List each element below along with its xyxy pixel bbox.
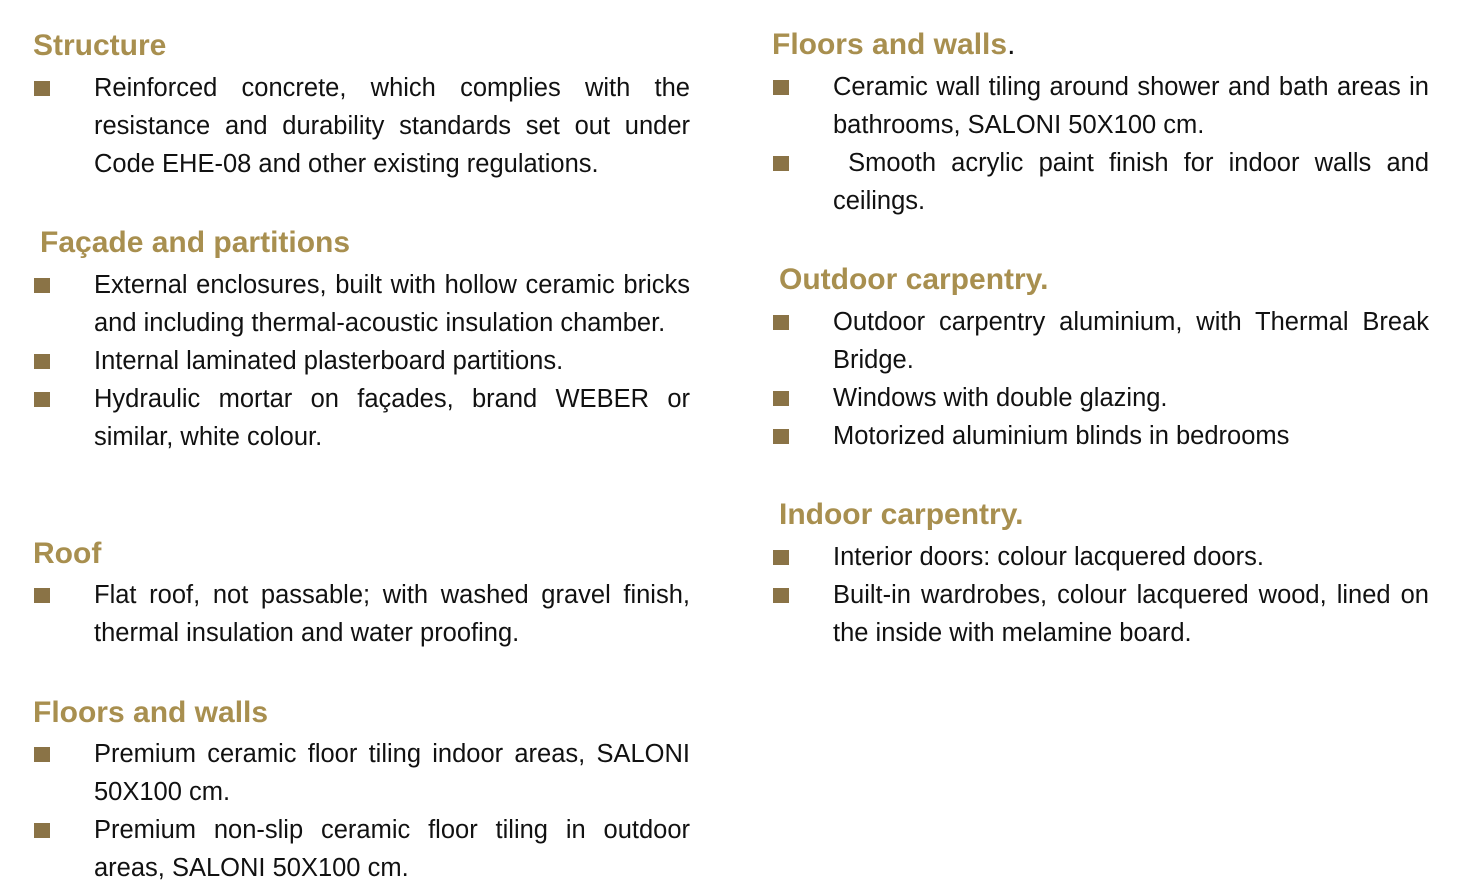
list-item: Premium non-slip ceramic floor tiling in outdoor areas, SALONI 50X100 cm. [33, 811, 690, 887]
outdoor-carpentry-list [772, 303, 1429, 455]
list-item: Premium ceramic floor tiling indoor areas, SALONI 50X100 cm. [33, 735, 690, 811]
square-bullet-icon [773, 315, 789, 330]
list-item: External enclosures, built with hollow ceramic bricks and including thermal-acoustic insulation chamber. [33, 266, 690, 342]
square-bullet-icon [773, 156, 789, 171]
list-item: Hydraulic mortar on façades, brand WEBER or similar, white colour. [33, 380, 690, 456]
floors-walls-list-right [772, 68, 1437, 220]
square-bullet-icon [34, 354, 50, 369]
facade-list [33, 266, 690, 456]
square-bullet-icon [773, 429, 789, 444]
list-item: Flat roof, not passable; with washed gravel finish, thermal insulation and water proofing. [33, 576, 690, 652]
list-item: Interior doors: colour lacquered doors. [772, 538, 1429, 576]
indoor-carpentry-heading: Indoor carpentry. [779, 498, 1024, 531]
list-item: Motorized aluminium blinds in bedrooms [772, 417, 1429, 455]
square-bullet-icon [773, 550, 789, 565]
roof-heading: Roof [33, 537, 102, 570]
roof-list [33, 576, 690, 652]
square-bullet-icon [34, 588, 50, 603]
structure-list [33, 69, 690, 183]
square-bullet-icon [34, 278, 50, 293]
floors-walls-list-left [33, 735, 690, 887]
square-bullet-icon [773, 80, 789, 95]
structure-heading: Structure [33, 29, 167, 62]
floors-walls-heading-right: Floors and walls. [772, 28, 1016, 61]
square-bullet-icon [34, 823, 50, 838]
indoor-carpentry-list [772, 538, 1429, 652]
square-bullet-icon [34, 81, 50, 96]
square-bullet-icon [34, 747, 50, 762]
list-item: Windows with double glazing. [772, 379, 1429, 417]
square-bullet-icon [34, 392, 50, 407]
list-item: Internal laminated plasterboard partitions. [33, 342, 690, 380]
square-bullet-icon [773, 588, 789, 603]
floors-walls-heading-left: Floors and walls [33, 696, 269, 729]
list-item: Reinforced concrete, which complies with the resistance and durability standards set out under Code EHE-08 and other existing regulations. [33, 69, 690, 183]
list-item: Smooth acrylic paint finish for indoor walls and ceilings. [772, 144, 1429, 220]
list-item: Outdoor carpentry aluminium, with Thermal Break Bridge. [772, 303, 1429, 379]
list-item: Ceramic wall tiling around shower and bath areas in bathrooms, SALONI 50X100 cm. [772, 68, 1429, 144]
facade-heading: Façade and partitions [40, 226, 351, 259]
outdoor-carpentry-heading: Outdoor carpentry. [779, 263, 1049, 296]
list-item: Built-in wardrobes, colour lacquered wood, lined on the inside with melamine board. [772, 576, 1429, 652]
square-bullet-icon [773, 391, 789, 406]
